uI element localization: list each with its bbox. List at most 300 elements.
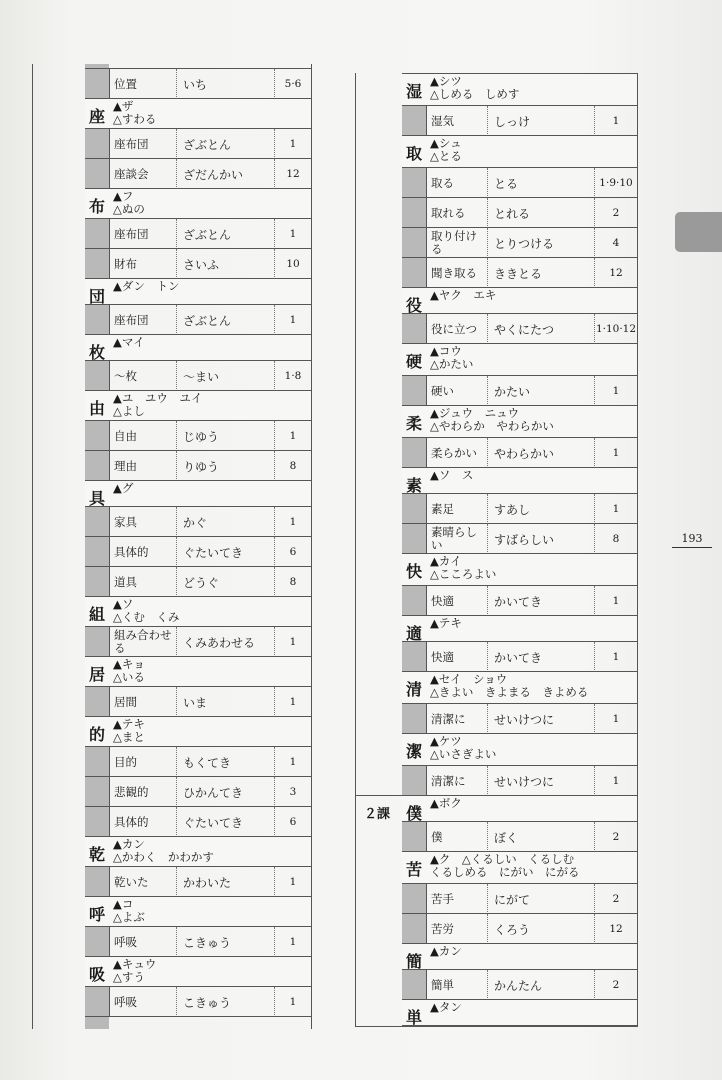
- reading-line: ▲テキ: [430, 616, 462, 630]
- vocab-row: [85, 686, 311, 717]
- kanji-reading-row: [85, 896, 311, 927]
- vocab-reading: くろう: [487, 914, 602, 944]
- vocab-row: [85, 806, 311, 837]
- vocab-reading: ざぶとん: [176, 129, 281, 159]
- vocab-row: [402, 969, 637, 1000]
- vocab-row: [402, 257, 637, 288]
- vocab-word: 呼吸: [114, 934, 137, 949]
- lesson-ref: 2: [594, 970, 637, 1000]
- vocab-row: [85, 304, 311, 335]
- kanji-character: 素: [405, 476, 422, 495]
- kanji-character: 単: [405, 1008, 422, 1027]
- vocab-row: [402, 197, 637, 228]
- kanji-character: 具: [88, 489, 105, 508]
- kanji-readings: [113, 718, 145, 744]
- kanji-reading-row: [85, 188, 311, 219]
- vocab-word: 役に立つ: [431, 321, 477, 336]
- vocab-row: [402, 227, 637, 258]
- vocab-word: 簡単: [431, 977, 454, 992]
- vocab-cells: [426, 198, 637, 228]
- kanji-readings: [430, 853, 580, 879]
- vocab-reading: ざだんかい: [176, 159, 281, 189]
- vocab-reading: いま: [176, 687, 281, 717]
- reading-line: ▲テキ: [113, 717, 145, 731]
- kanji-readings: [430, 1001, 462, 1014]
- vocab-word: 座布団: [114, 312, 149, 327]
- vocab-row: [402, 883, 637, 914]
- reading-line: ▲グ: [113, 481, 134, 495]
- lesson-ref: 8: [594, 524, 637, 554]
- kanji-reading-row: [85, 334, 311, 361]
- reading-line: △きよい きよまる きよめる: [430, 685, 589, 699]
- vocab-cells: [109, 421, 311, 451]
- vocab-row: [402, 641, 637, 672]
- lesson-ref: 1: [594, 494, 637, 524]
- vocab-word: 道具: [114, 574, 137, 589]
- vocab-cells: [109, 537, 311, 567]
- vocab-row: [85, 218, 311, 249]
- reading-line: △やわらか やわらかい: [430, 419, 554, 433]
- vocab-word: 居間: [114, 694, 137, 709]
- lesson-ref: 1: [274, 747, 311, 777]
- vocab-reading: かいてき: [487, 586, 602, 616]
- vocab-reading: どうぐ: [176, 567, 281, 597]
- vocab-word: 自由: [114, 428, 137, 443]
- kanji-character: 座: [88, 107, 105, 126]
- reading-line: △とる: [430, 149, 462, 163]
- reading-line: ▲タン: [430, 1000, 462, 1014]
- vocab-reading: ひかんてき: [176, 777, 281, 807]
- vocab-reading: ぐたいてき: [176, 537, 281, 567]
- kanji-readings: [113, 898, 145, 924]
- lesson-ref: 5·6: [274, 69, 311, 99]
- vocab-word: 呼吸: [114, 994, 137, 1009]
- reading-line: ▲キュウ: [113, 957, 157, 971]
- lesson-ref: 3: [274, 777, 311, 807]
- kanji-readings: [113, 958, 156, 984]
- vocab-word: 柔らかい: [431, 445, 477, 460]
- vocab-reading: かぐ: [176, 507, 281, 537]
- vocab-cells: [109, 687, 311, 717]
- kanji-readings: [430, 673, 588, 699]
- kanji-readings: [113, 100, 156, 126]
- vocab-cells: [109, 361, 311, 391]
- vocab-cells: [109, 567, 311, 597]
- vocab-word: 僕: [431, 829, 443, 844]
- vocab-row: [85, 926, 311, 957]
- vocab-cells: [426, 228, 637, 258]
- vocab-reading: ざぶとん: [176, 305, 281, 335]
- kanji-character: 組: [88, 605, 105, 624]
- lesson-ref: 1: [594, 642, 637, 672]
- kanji-character: 潔: [405, 742, 422, 761]
- kanji-reading-row: [85, 956, 311, 987]
- kanji-readings: [430, 469, 473, 482]
- vocab-reading: じゆう: [176, 421, 281, 451]
- lesson-ref: 1: [274, 927, 311, 957]
- vocab-word: 家具: [114, 514, 137, 529]
- vocab-reading: ぼく: [487, 822, 602, 852]
- kanji-reading-row: [85, 98, 311, 129]
- vocab-cells: [426, 524, 637, 554]
- vocab-row: [85, 158, 311, 189]
- lesson-ref: 1: [274, 867, 311, 897]
- vocab-word: 座談会: [114, 166, 149, 181]
- lesson-ref: 6: [274, 807, 311, 837]
- vocab-cells: [426, 884, 637, 914]
- kanji-character: 簡: [405, 952, 422, 971]
- vocab-reading: かわいた: [176, 867, 281, 897]
- reading-line: △かたい: [430, 357, 474, 371]
- kanji-readings: [113, 598, 179, 624]
- lesson-ref: 8: [274, 567, 311, 597]
- kanji-reading-row: [85, 596, 311, 627]
- lesson-ref: 12: [594, 914, 637, 944]
- vocab-cells: [109, 987, 311, 1017]
- kanji-reading-row: [85, 278, 311, 305]
- vocab-reading: ざぶとん: [176, 219, 281, 249]
- kanji-readings: [430, 137, 462, 163]
- kanji-readings: [430, 797, 462, 810]
- reading-line: ▲ダン トン: [113, 279, 180, 293]
- vocab-cells: [109, 627, 311, 657]
- reading-line: △ぬの: [113, 202, 145, 216]
- kanji-reading-row: [402, 287, 637, 314]
- vocab-row: [402, 437, 637, 468]
- reading-line: △まと: [113, 730, 145, 744]
- kanji-readings: [113, 838, 214, 864]
- reading-line: ▲シュ: [430, 136, 462, 150]
- kanji-reading-row: [85, 836, 311, 867]
- vocab-cells: [426, 642, 637, 672]
- lesson-ref: 4: [594, 228, 637, 258]
- kanji-reading-row: [85, 480, 311, 507]
- kanji-reading-row: [402, 615, 637, 642]
- lesson-ref: 1: [274, 627, 311, 657]
- vocab-cells: [426, 914, 637, 944]
- vocab-reading: かたい: [487, 376, 602, 406]
- vocab-cells: [426, 314, 637, 344]
- lesson-ref: 1: [274, 987, 311, 1017]
- vocab-row: [402, 821, 637, 852]
- reading-line: ▲カン: [113, 837, 145, 851]
- lesson-ref: 1: [274, 507, 311, 537]
- vocab-row: [85, 128, 311, 159]
- vocab-word: 座布団: [114, 226, 149, 241]
- vocab-word: 具体的: [114, 544, 149, 559]
- vocab-word: 素足: [431, 501, 454, 516]
- vocab-cells: [426, 258, 637, 288]
- kanji-reading-row: [402, 943, 637, 970]
- kanji-reading-row: [402, 671, 637, 704]
- vocab-reading: いち: [176, 69, 281, 99]
- reading-line: ▲ク △くるしい くるしむ: [430, 852, 575, 866]
- kanji-character: 硬: [405, 352, 422, 371]
- kanji-readings: [430, 945, 462, 958]
- kanji-reading-row: [402, 553, 637, 586]
- reading-line: △いる: [113, 670, 145, 684]
- kanji-character: 清: [405, 680, 422, 699]
- reading-line: ▲ジュウ ニュウ: [430, 406, 520, 420]
- vocab-reading: こきゅう: [176, 927, 281, 957]
- lesson-ref: 6: [274, 537, 311, 567]
- kanji-reading-row: [85, 716, 311, 747]
- kanji-readings: [430, 75, 519, 101]
- vocab-word: 位置: [114, 76, 137, 91]
- vocab-reading: ぐたいてき: [176, 807, 281, 837]
- vocab-word: 湿気: [431, 113, 454, 128]
- vocab-reading: すばらしい: [487, 524, 602, 554]
- kanji-character: 的: [88, 725, 105, 744]
- reading-line: ▲フ: [113, 189, 134, 203]
- vocab-word: 苦労: [431, 921, 454, 936]
- vocab-row: [85, 248, 311, 279]
- kanji-character: 僕: [405, 804, 422, 823]
- kanji-character: 湿: [405, 82, 422, 101]
- vocab-reading: かんたん: [487, 970, 602, 1000]
- kanji-character: 吸: [88, 965, 105, 984]
- lesson-label: ２課: [364, 807, 391, 822]
- kanji-readings: [113, 280, 179, 293]
- reading-line: ▲ソ: [113, 597, 134, 611]
- vocab-reading: にがて: [487, 884, 602, 914]
- kanji-readings: [430, 617, 462, 630]
- kanji-reading-row: [402, 405, 637, 438]
- reading-line: △しめる しめす: [430, 87, 520, 101]
- vocab-cells: [109, 507, 311, 537]
- vocab-row: [402, 913, 637, 944]
- vocab-cells: [109, 867, 311, 897]
- kanji-reading-row: [402, 135, 637, 168]
- reading-line: ▲コウ: [430, 344, 462, 358]
- vocab-word: 清潔に: [431, 711, 466, 726]
- vocab-row: [85, 68, 311, 99]
- vocab-word: 取れる: [431, 205, 466, 220]
- kanji-readings: [430, 407, 554, 433]
- reading-line: ▲カイ: [430, 554, 462, 568]
- vocab-reading: ききとる: [487, 258, 602, 288]
- vocab-reading: ～まい: [176, 361, 281, 391]
- reading-line: ▲シツ: [430, 74, 462, 88]
- lesson-separator: [356, 795, 402, 796]
- vocab-cells: [426, 970, 637, 1000]
- vocab-word: 目的: [114, 754, 137, 769]
- lesson-ref: 12: [594, 258, 637, 288]
- lesson-ref: 1·8: [274, 361, 311, 391]
- vocab-row: [402, 765, 637, 796]
- vocab-reading: せいけつに: [487, 766, 602, 796]
- vocab-cells: [109, 129, 311, 159]
- table-bottom-rule: [85, 1016, 311, 1017]
- kanji-reading-row: [402, 795, 637, 822]
- vocab-cells: [109, 159, 311, 189]
- vocab-word: 快適: [431, 593, 454, 608]
- vocab-row: [85, 986, 311, 1017]
- vocab-word: 組み合わせる: [114, 628, 172, 655]
- reading-line: ▲カン: [430, 944, 462, 958]
- vocab-cells: [426, 168, 637, 198]
- reading-line: ▲ケツ: [430, 734, 462, 748]
- lesson-ref: 1: [274, 421, 311, 451]
- reading-line: △くむ くみ: [113, 610, 180, 624]
- vocab-reading: とれる: [487, 198, 602, 228]
- reading-line: ▲マイ: [113, 335, 145, 349]
- vocab-word: ～枚: [114, 368, 137, 383]
- kanji-readings: [430, 345, 473, 371]
- vocab-row: [85, 746, 311, 777]
- kanji-character: 苦: [405, 860, 422, 879]
- vocab-cells: [109, 249, 311, 279]
- vocab-word: 素晴らしい: [431, 525, 477, 552]
- kanji-character: 乾: [88, 845, 105, 864]
- reading-line: ▲ソ ス: [430, 468, 474, 482]
- kanji-reading-row: [402, 343, 637, 376]
- vocab-reading: とる: [487, 168, 602, 198]
- vocab-reading: やくにたつ: [487, 314, 602, 344]
- vocab-cells: [109, 219, 311, 249]
- vocab-row: [85, 776, 311, 807]
- vocab-reading: しっけ: [487, 106, 602, 136]
- kanji-character: 呼: [88, 905, 105, 924]
- lesson-ref: 1: [274, 305, 311, 335]
- kanji-reading-row: [402, 999, 637, 1026]
- reading-line: △こころよい: [430, 567, 497, 581]
- vocab-word: 快適: [431, 649, 454, 664]
- reading-line: △よぶ: [113, 910, 145, 924]
- vocab-reading: りゆう: [176, 451, 281, 481]
- vocab-row: [402, 313, 637, 344]
- vocab-row: [402, 105, 637, 136]
- kanji-reading-row: [402, 733, 637, 766]
- vocab-row: [85, 626, 311, 657]
- vocab-row: [402, 585, 637, 616]
- vocab-row: [402, 375, 637, 406]
- vocab-reading: もくてき: [176, 747, 281, 777]
- vocab-row: [85, 506, 311, 537]
- lesson-ref: 1: [594, 766, 637, 796]
- kanji-readings: [113, 336, 145, 349]
- vocab-cells: [426, 376, 637, 406]
- vocab-reading: さいふ: [176, 249, 281, 279]
- kanji-reading-row: [402, 73, 637, 106]
- vocab-cells: [426, 766, 637, 796]
- vocab-word: 座布団: [114, 136, 149, 151]
- lesson-ref: 1: [594, 106, 637, 136]
- lesson-ref: 10: [274, 249, 311, 279]
- vocab-cells: [426, 822, 637, 852]
- kanji-readings: [430, 555, 496, 581]
- vocab-word: 悲観的: [114, 784, 149, 799]
- lesson-ref: 2: [594, 884, 637, 914]
- vocab-cells: [426, 494, 637, 524]
- kanji-reading-row: [402, 467, 637, 494]
- lesson-ref: 2: [594, 198, 637, 228]
- kanji-character: 柔: [405, 414, 422, 433]
- kanji-readings: [430, 289, 496, 302]
- vocab-word: 乾いた: [114, 874, 149, 889]
- vocab-row: [402, 167, 637, 198]
- lesson-ref: 1: [274, 129, 311, 159]
- vocab-row: [85, 566, 311, 597]
- vocab-cells: [109, 747, 311, 777]
- page-number: 193: [672, 532, 712, 548]
- kanji-table-right: [355, 73, 638, 1027]
- vocab-row: [85, 360, 311, 391]
- vocab-word: 具体的: [114, 814, 149, 829]
- kanji-readings: [113, 392, 202, 418]
- kanji-readings: [113, 658, 145, 684]
- vocab-row: [402, 523, 637, 554]
- reading-line: くるしめる にがい にがる: [430, 865, 580, 879]
- reading-line: △すう: [113, 970, 145, 984]
- reading-line: ▲ザ: [113, 99, 134, 113]
- kanji-reading-row: [402, 851, 637, 884]
- kanji-character: 団: [88, 287, 105, 306]
- vocab-word: 取り付ける: [431, 229, 477, 256]
- vocab-word: 財布: [114, 256, 137, 271]
- reading-line: △すわる: [113, 112, 157, 126]
- kanji-character: 由: [88, 399, 105, 418]
- lesson-ref: 1: [594, 586, 637, 616]
- vocab-word: 聞き取る: [431, 265, 477, 280]
- lesson-ref: 1: [594, 704, 637, 734]
- reading-line: ▲ボク: [430, 796, 462, 810]
- vocab-reading: くみあわせる: [176, 627, 281, 657]
- vocab-reading: すあし: [487, 494, 602, 524]
- lesson-ref: 2: [594, 822, 637, 852]
- vocab-row: [85, 420, 311, 451]
- kanji-character: 布: [88, 197, 105, 216]
- vocab-reading: とりつける: [487, 228, 602, 258]
- kanji-readings: [113, 482, 133, 495]
- vocab-word: 取る: [431, 175, 454, 190]
- vocab-reading: こきゅう: [176, 987, 281, 1017]
- vocab-row: [402, 493, 637, 524]
- kanji-reading-row: [85, 656, 311, 687]
- reading-line: ▲コ: [113, 897, 134, 911]
- vocab-row: [85, 866, 311, 897]
- vocab-reading: やわらかい: [487, 438, 602, 468]
- reading-line: ▲セイ ショウ: [430, 672, 508, 686]
- reading-line: △いさぎよい: [430, 747, 497, 761]
- vocab-cells: [109, 305, 311, 335]
- reading-line: △かわく かわかす: [113, 850, 214, 864]
- lesson-ref: 1: [594, 376, 637, 406]
- kanji-character: 取: [405, 144, 422, 163]
- vocab-word: 硬い: [431, 383, 454, 398]
- kanji-reading-row: [85, 390, 311, 421]
- reading-line: ▲キョ: [113, 657, 145, 671]
- vocab-reading: かいてき: [487, 642, 602, 672]
- lesson-ref: 1·10·12: [594, 314, 637, 344]
- lesson-ref: 12: [274, 159, 311, 189]
- lesson-ref: 1·9·10: [594, 168, 637, 198]
- kanji-character: 適: [405, 624, 422, 643]
- kanji-character: 枚: [88, 343, 105, 362]
- reading-line: △よし: [113, 404, 145, 418]
- lesson-ref: 1: [274, 687, 311, 717]
- kanji-character: 役: [405, 296, 422, 315]
- vocab-cells: [109, 927, 311, 957]
- lesson-ref: 1: [274, 219, 311, 249]
- vocab-row: [85, 450, 311, 481]
- kanji-readings: [113, 190, 145, 216]
- kanji-table-left: [32, 64, 312, 1029]
- reading-line: ▲ユ ユウ ユイ: [113, 391, 203, 405]
- vocab-cells: [426, 704, 637, 734]
- vocab-cells: [109, 807, 311, 837]
- vocab-row: [402, 703, 637, 734]
